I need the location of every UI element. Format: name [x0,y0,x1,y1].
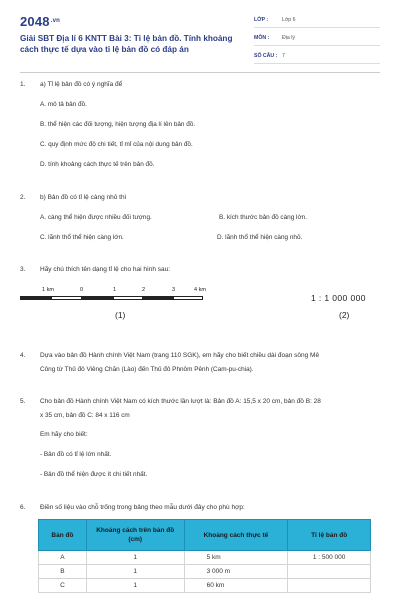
question-text-line: Cho bản đồ Hành chính Việt Nam có kích thước lần lượt là: Bản đồ A: 15,5 x 20 cm, bản đồ B: 28 [40,398,321,405]
sub-item: - Bản đồ có tỉ lệ lớn nhất. [40,451,112,458]
scale-segment [143,296,173,300]
scale-segment [20,296,51,300]
meta-value: Địa lý [282,35,295,41]
question-text: Hãy chú thích tên dạng tỉ lệ cho hai hình sau: [40,266,171,273]
table-cell: 1 [86,565,184,579]
table-cell: B [39,565,87,579]
question-number: 3. [20,266,26,273]
table-cell: 3 000 m [184,565,288,579]
question-text-line: Công từ Thủ đô Viêng Chăn (Lào) đến Thủ đô Phnôm Pênh (Cam-pu-chia). [40,366,254,373]
meta-label: LỚP : [254,17,269,23]
scale-tick-label: 4 km [194,287,206,293]
question-number: 4. [20,352,26,359]
question-text: a) Tỉ lệ bản đồ có ý nghĩa để [40,81,123,88]
scale-ratio: 1 : 1 000 000 [311,293,366,303]
meta-row-count [254,50,380,64]
column-header: Khoảng cách trên bản đồ (cm) [86,520,184,551]
table-row [39,565,371,579]
question-number: 5. [20,398,26,405]
question-number: 6. [20,504,26,511]
scale-segment [113,296,143,300]
table-row [39,551,371,565]
scale-tick-label: 1 [113,287,117,293]
page-header [0,0,400,66]
option-b: B. thể hiện các đối tượng, hiện tượng địa lí lên bản đồ. [40,121,196,128]
question-text: Điền số liệu vào chỗ trống trong bảng theo mẫu dưới đây cho phù hợp: [40,504,245,511]
logo-suffix: .vn [50,18,61,24]
scale-tick-label: 3 [172,287,176,293]
table-cell: 1 [86,551,184,565]
table-cell: A [39,551,87,565]
site-logo[interactable] [20,14,60,29]
option-c: C. lãnh thổ thể hiện càng lớn. [40,234,124,241]
answer-table [38,519,371,593]
scale-tick-label: 1 km [42,287,54,293]
meta-info [254,14,380,68]
sub-item: - Bản đồ thể hiện được ít chi tiết nhất. [40,471,148,478]
option-a: A. mô tả bản đồ. [40,101,87,108]
sub-item: Em hãy cho biết: [40,431,88,438]
option-c: C. quy định mức độ chi tiết, tỉ mỉ của nội dung bản đồ. [40,141,193,148]
option-a: A. càng thể hiện được nhiều đối tượng. [40,214,152,221]
scale-segment [82,296,113,300]
scale-figure [20,285,380,325]
scale-tick-label: 0 [80,287,84,293]
page-title: Giải SBT Địa lí 6 KNTT Bài 3: Tỉ lệ bản đồ. Tính khoảng cách thực tế dựa vào tỉ lệ bản đồ có đáp án [20,34,233,54]
figure-label-2: (2) [339,310,350,320]
meta-row-subject [254,32,380,46]
figure-label-1: (1) [115,310,126,320]
meta-label: SỐ CÂU : [254,53,278,59]
option-d: D. lãnh thổ thể hiện càng nhỏ. [217,234,303,241]
table-cell: 60 km [184,579,288,593]
meta-value: 7 [282,53,285,59]
question-text-line: x 35 cm, bản đồ C: 84 x 116 cm [40,412,130,419]
scale-segment [51,296,82,300]
option-d: D. tính khoảng cách thực tế trên bản đồ. [40,161,155,168]
header-divider [20,72,380,73]
question-text-line: Dựa vào bản đồ Hành chính Việt Nam (trang 110 SGK), em hãy cho biết chiều dài đoạn sông Mê [40,352,320,359]
option-b: B. kích thước bản đồ càng lớn. [219,214,307,221]
column-header: Tỉ lệ bản đồ [288,520,371,551]
question-text: b) Bản đồ có tỉ lệ càng nhỏ thì [40,194,127,201]
table-row [39,579,371,593]
table-cell: C [39,579,87,593]
question-number: 1. [20,81,26,88]
scale-tick-label: 2 [142,287,146,293]
table-cell: 5 km [184,551,288,565]
meta-row-class [254,14,380,28]
table-cell[interactable] [288,565,371,579]
table-cell[interactable] [288,579,371,593]
meta-value: Lớp 6 [282,17,296,23]
meta-label: MÔN : [254,35,270,41]
table-cell: 1 [86,579,184,593]
scale-segment [173,296,203,300]
table-header-row [39,520,371,551]
question-number: 2. [20,194,26,201]
logo-main: 2048 [20,14,50,29]
column-header: Khoảng cách thực tế [184,520,288,551]
table-cell: 1 : 500 000 [288,551,371,565]
column-header: Bản đồ [39,520,87,551]
